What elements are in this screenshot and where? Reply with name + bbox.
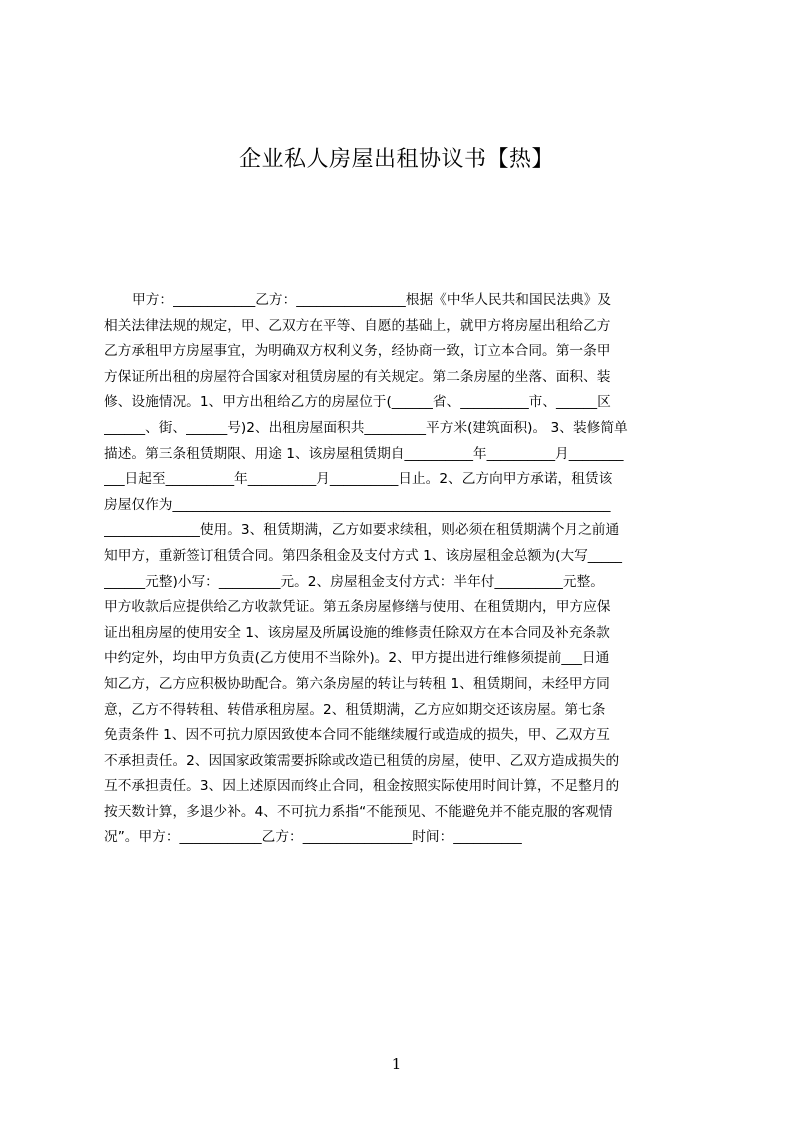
body-line: 方保证所出租的房屋符合国家对租赁房屋的有关规定。第二条房屋的坐落、面积、装: [104, 368, 611, 385]
page-number: 1: [391, 1055, 402, 1073]
body-line: 按天数计算，多退少补。4、不可抗力系指“不能预见、不能避免并不能克服的客观情: [104, 803, 613, 820]
body-line: 不承担责任。2、因国家政策需要拆除或改造已租赁的房屋，使甲、乙双方造成损失的: [104, 752, 620, 769]
body-line: 况”。甲方：____________乙方：________________时间：__________: [104, 829, 522, 846]
body-line: 中约定外，均由甲方负责(乙方使用不当除外)。2、甲方提出进行维修须提前___日通: [104, 650, 610, 667]
contract-body: [104, 288, 697, 851]
body-line: 房屋仅作为________________________________________________________________: [104, 496, 611, 513]
body-line: ______、街、______号)2、出租房屋面积共_________平方米(建筑面积)。 3、装修简单: [104, 419, 628, 436]
body-line: 证出租房屋的使用安全 1、该房屋及所属设施的维修责任除双方在本合同及补充条款: [104, 624, 610, 641]
body-line: ___日起至__________年__________月__________日止。2、乙方向甲方承诺，租赁该: [104, 471, 613, 488]
body-line: ______元整)小写：_________元。2、房屋租金支付方式：半年付__________元整。: [104, 573, 604, 590]
body-line: 甲方收款后应提供给乙方收款凭证。第五条房屋修缮与使用、在租赁期内，甲方应保: [104, 599, 611, 616]
document-title: 企业私人房屋出租协议书【热】: [238, 147, 554, 172]
body-line: 知乙方，乙方应积极协助配合。第六条房屋的转让与转租 1、租赁期间，未经甲方同: [104, 675, 610, 692]
body-line: 相关法律法规的规定，甲、乙双方在平等、自愿的基础上，就甲方将房屋出租给乙方: [104, 317, 611, 334]
body-line: 意，乙方不得转租、转借承租房屋。2、租赁期满，乙方应如期交还该房屋。第七条: [104, 701, 606, 718]
body-line: 乙方承租甲方房屋事宜，为明确双方权利义务，经协商一致，订立本合同。第一条甲: [104, 343, 611, 360]
body-line: 修、设施情况。1、甲方出租给乙方的房屋位于(______省、__________市、______区: [104, 394, 611, 411]
body-line: 甲方：____________乙方：________________根据《中华人民共和国民法典》及: [132, 292, 612, 308]
body-line: ______________使用。3、租赁期满，乙方如要求续租，则必须在租赁期满个月之前通: [104, 522, 620, 539]
body-line: 免责条件 1、因不可抗力原因致使本合同不能继续履行或造成的损失，甲、乙双方互: [104, 727, 610, 744]
body-line: 互不承担责任。3、因上述原因而终止合同，租金按照实际使用时间计算，不足整月的: [104, 778, 620, 795]
body-line: 描述。第三条租赁期限、用途 1、该房屋租赁期自__________年__________月________: [104, 445, 624, 462]
body-line: 知甲方，重新签订租赁合同。第四条租金及支付方式 1、该房屋租金总额为(大写_____: [104, 547, 622, 564]
